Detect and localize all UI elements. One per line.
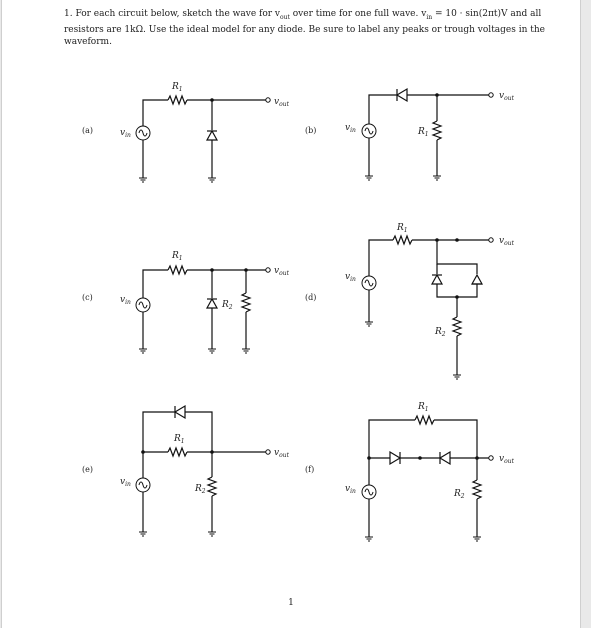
vin-label-e: $v_{in}$ (120, 477, 131, 488)
part-label-a: (a) (82, 126, 94, 135)
vin-label-f: $v_{in}$ (345, 484, 356, 495)
r2-label-e: $R_2$ (195, 484, 206, 495)
vin-label-a: $v_{in}$ (120, 128, 131, 139)
r1-label-b: $R_1$ (418, 127, 429, 138)
circuit-b (305, 89, 515, 180)
problem-line-1: For each circuit below, sketch the wave for v (75, 9, 280, 19)
vin-subscript: in (426, 13, 433, 21)
r2-label-f: $R_2$ (454, 489, 465, 500)
problem-line-1c: = 10 · sin(2πt)V and all (432, 9, 542, 19)
vin-label-c: $v_{in}$ (120, 295, 131, 306)
r1-label-e: $R_1$ (174, 434, 185, 445)
r2-label-d: $R_2$ (435, 327, 446, 338)
part-label-c: (c) (82, 293, 93, 302)
part-label-e: (e) (82, 465, 93, 474)
vin-label-d: $v_{in}$ (345, 272, 356, 283)
r1-label-c: $R_1$ (172, 251, 183, 262)
page-number: 1 (288, 598, 294, 608)
vout-label-f: $v_{out}$ (499, 454, 514, 465)
problem-number: 1. (64, 9, 73, 19)
vin-label-b: $v_{in}$ (345, 123, 356, 134)
problem-line-2: resistors are 1kΩ. Use the ideal model for any diode. Be sure to label any peaks or trough voltages in the (64, 24, 546, 35)
r1-label-d: $R_1$ (397, 223, 408, 234)
vout-label-d: $v_{out}$ (499, 236, 514, 247)
part-label-f: (f) (305, 465, 315, 474)
circuit-e (82, 406, 290, 536)
part-label-d: (d) (305, 293, 317, 302)
circuit-d (305, 223, 515, 379)
vout-subscript: out (280, 13, 290, 21)
problem-line-3: waveform. (64, 36, 112, 47)
vout-label-e: $v_{out}$ (274, 448, 289, 459)
problem-line-1b: over time for one full wave. v (289, 9, 427, 19)
r2-label-c: $R_2$ (222, 300, 233, 311)
vout-label-b: $v_{out}$ (499, 91, 514, 102)
part-label-b: (b) (305, 126, 317, 135)
circuit-f (305, 402, 515, 541)
r1-label-a: $R_1$ (172, 82, 183, 93)
circuit-c (82, 251, 290, 353)
circuit-a (82, 82, 290, 182)
vout-label-c: $v_{out}$ (274, 266, 289, 277)
r1-label-f: $R_1$ (418, 402, 429, 413)
vout-label-a: $v_{out}$ (274, 97, 289, 108)
